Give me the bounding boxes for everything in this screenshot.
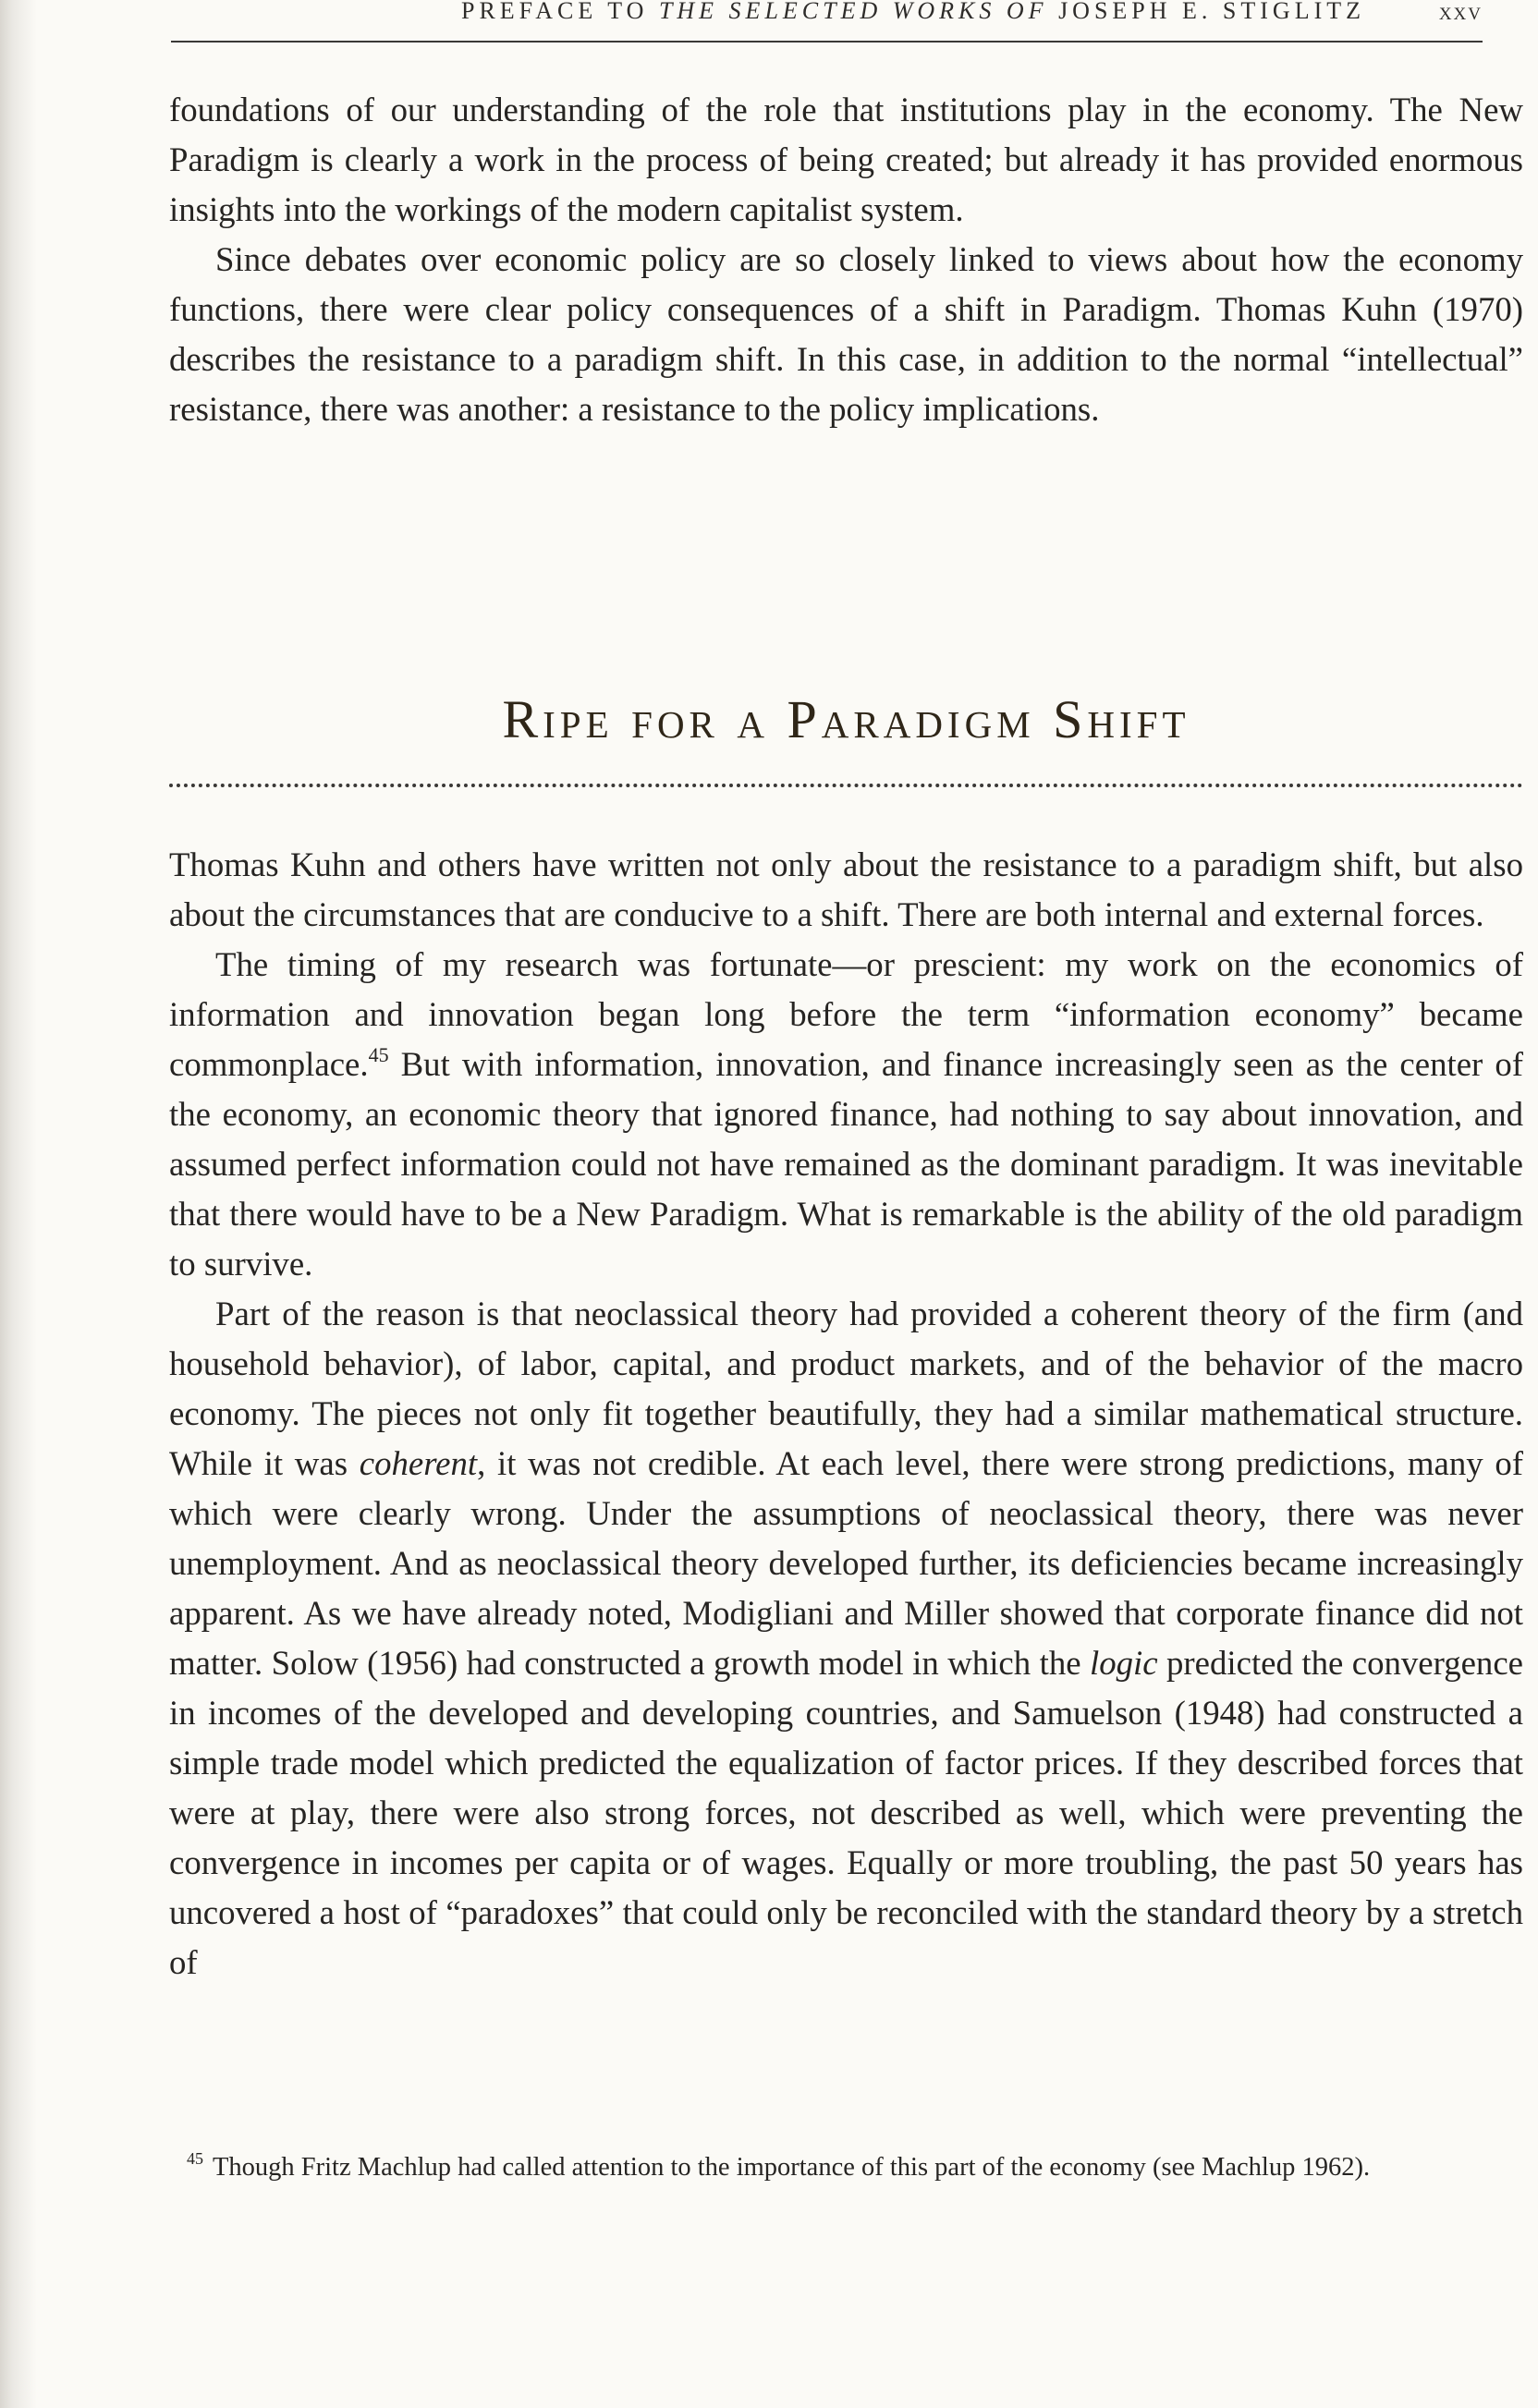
running-head-title: [461, 0, 1365, 25]
paragraph-continued: foundations of our understanding of the role that institutions play in the economy. The New Paradigm is clearly a work in the process of being created; but already it has provided enormous insights into the workings of the modern capitalist system.: [169, 91, 1523, 228]
page-number: xxv: [1438, 0, 1483, 25]
continued-text-block: [169, 85, 1523, 434]
paragraph-neoclassical-part2: , it was not credible. At each level, there were strong predictions, many of which were clearly wrong. Under the assumptions of neoclassical theory, there was never unemployment. And as neoclassical theory developed further, its deficiencies became increasingly apparent. As we have already noted, Modigliani and Miller showed that corporate finance did not matter. Solow (1956) had constructed a growth model in which the: [169, 1444, 1523, 1682]
running-head-title-italic: THE SELECTED WORKS OF: [658, 0, 1048, 24]
paragraph-neoclassical-part1: Part of the reason is that neoclassical theory had provided a coherent theory of the firm (and household behavior), of labor, capital, and product markets, and of the behavior of the macro economy. The pieces not only fit together beautifully, they had a similar mathematical structure. While it was: [169, 1295, 1523, 1482]
emphasis-coherent: coherent: [359, 1444, 478, 1482]
footnote-reference: 45: [368, 1043, 389, 1066]
emphasis-logic: logic: [1090, 1644, 1158, 1682]
page-gutter-shadow: [0, 0, 37, 2408]
paragraph-kuhn: Thomas Kuhn and others have written not only about the resistance to a paradigm shift, but also about the circumstances that are conducive to a shift. There are both internal and external forces.: [169, 845, 1523, 933]
section-body: [169, 840, 1523, 1988]
paragraph-timing: [169, 940, 1523, 1289]
section-heading: Ripe for a Paradigm Shift: [502, 689, 1190, 749]
paragraph-policy-consequences: Since debates over economic policy are so closely linked to views about how the economy functions, there were clear policy consequences of a shift in Paradigm. Thomas Kuhn (1970) describes the resistance to a paradigm shift. In this case, in addition to the normal “intellectual” resistance, there was another: a resistance to the policy implications.: [169, 240, 1523, 428]
paragraph-neoclassical-part3: predicted the convergence in incomes of the developed and developing countries, and Samuelson (1948) had constructed a simple trade model which predicted the equalization of factor prices. If they described forces that were at play, there were also strong forces, not described as well, which were preventing the convergence in incomes per capita or of wages. Equally or more troubling, the past 50 years has uncovered a host of “paradoxes” that could only be reconciled with the standard theory by a stretch of: [169, 1644, 1523, 1981]
paragraph-neoclassical: [169, 1289, 1523, 1988]
footnote-number: 45: [187, 2149, 203, 2168]
dotted-rule-divider: [169, 784, 1523, 787]
footnote-text: Though Fritz Machlup had called attention to the importance of this part of the economy (see Machlup 1962).: [213, 2153, 1371, 2182]
running-head-title-prefix: PREFACE TO: [461, 0, 659, 24]
footnote: [157, 2148, 1479, 2187]
paragraph-timing-text-after: But with information, innovation, and finance increasingly seen as the center of the economy, an economic theory that ignored finance, had nothing to say about innovation, and assumed perfect information could not have remained as the dominant paradigm. It was inevitable that there would have to be a New Paradigm. What is remarkable is the ability of the old paradigm to survive.: [169, 1045, 1523, 1283]
running-head-title-suffix: JOSEPH E. STIGLITZ: [1047, 0, 1365, 24]
paragraph-timing-text-before: The timing of my research was fortunate—or prescient: my work on the economics of information and innovation began long before the term “information economy” became commonplace.: [169, 945, 1523, 1083]
running-head: [171, 0, 1483, 43]
